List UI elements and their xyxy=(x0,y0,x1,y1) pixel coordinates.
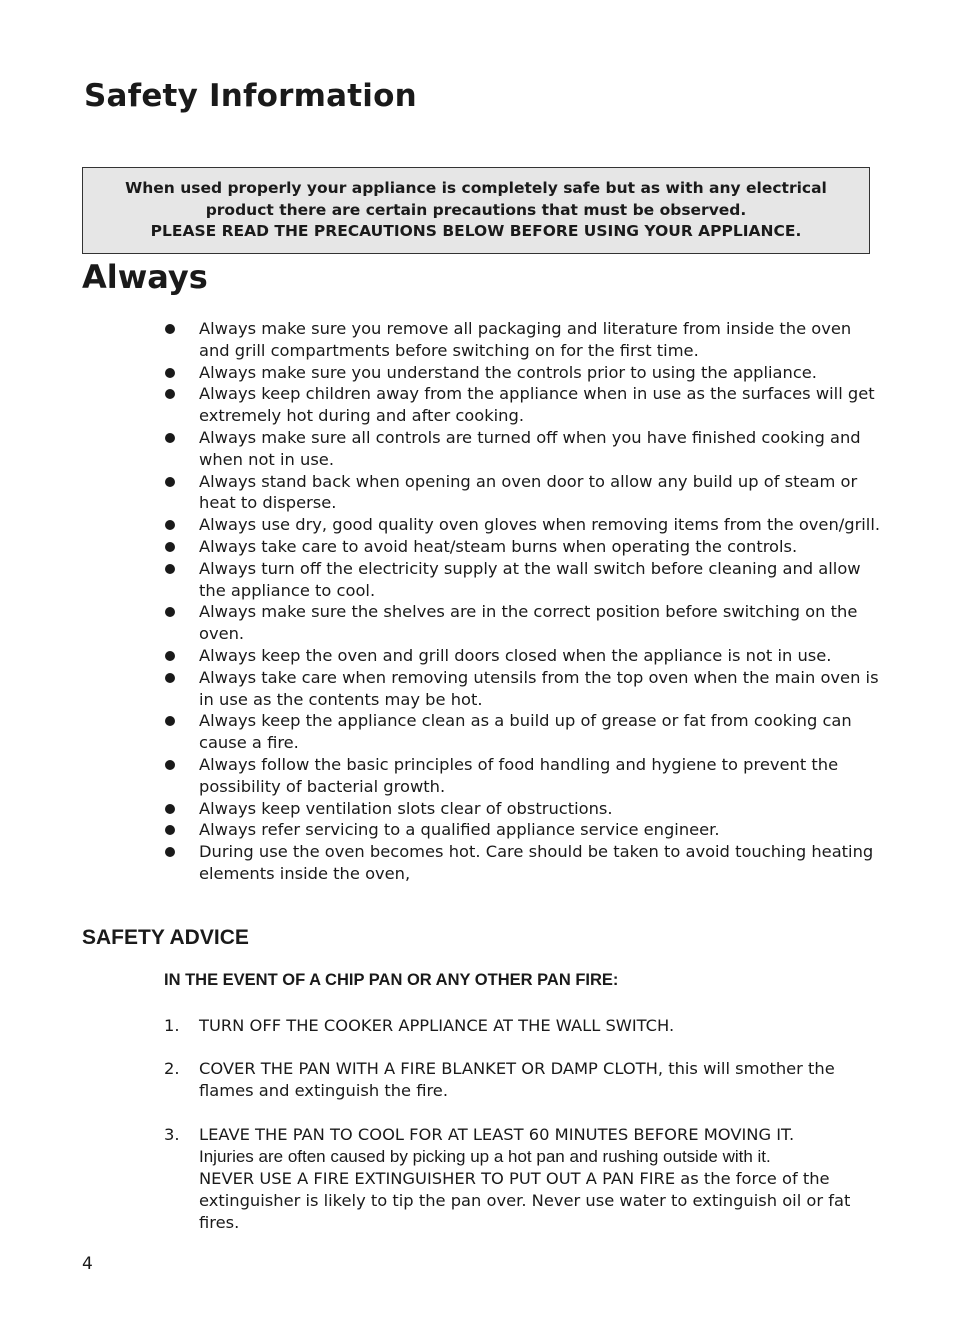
bullet-icon xyxy=(165,825,175,835)
list-item: Always keep the oven and grill doors closed when the appliance is not in use. xyxy=(163,645,883,667)
advice-step xyxy=(164,1124,864,1234)
bullet-icon xyxy=(165,564,175,574)
list-item: Always keep ventilation slots clear of obstructions. xyxy=(163,798,883,820)
step-content xyxy=(199,1124,864,1234)
list-item: Always take care when removing utensils from the top oven when the main oven is in use as the contents may be hot. xyxy=(163,667,883,711)
bullet-icon xyxy=(165,673,175,683)
bullet-icon xyxy=(165,368,175,378)
bullet-icon xyxy=(165,607,175,617)
list-item: Always use dry, good quality oven gloves when removing items from the oven/grill. xyxy=(163,514,883,536)
precautions-notice-box xyxy=(82,167,870,254)
page-title: Safety Information xyxy=(84,78,417,114)
notice-line: When used properly your appliance is completely safe but as with any electrical xyxy=(125,179,827,197)
list-item: Always refer servicing to a qualified appliance service engineer. xyxy=(163,819,883,841)
list-item: Always make sure you understand the controls prior to using the appliance. xyxy=(163,362,883,384)
step-warning: NEVER USE A FIRE EXTINGUISHER TO PUT OUT A PAN FIRE as the force of the extinguisher is likely to tip the pan over. Never use water to extinguish oil or fat fires. xyxy=(199,1169,851,1232)
list-item: During use the oven becomes hot. Care should be taken to avoid touching heating elements inside the oven, xyxy=(163,841,883,885)
bullet-icon xyxy=(165,716,175,726)
bullet-icon xyxy=(165,760,175,770)
step-text: COVER THE PAN WITH A FIRE BLANKET OR DAMP CLOTH, this will smother the flames and extinguish the fire. xyxy=(199,1059,835,1100)
step-number: 3. xyxy=(164,1125,180,1144)
list-item: Always take care to avoid heat/steam burns when operating the controls. xyxy=(163,536,883,558)
step-note: Injuries are often caused by picking up a hot pan and rushing outside with it. xyxy=(199,1147,771,1166)
bullet-icon xyxy=(165,847,175,857)
list-item: Always follow the basic principles of food handling and hygiene to prevent the possibility of bacterial growth. xyxy=(163,754,883,798)
bullet-icon xyxy=(165,477,175,487)
safety-advice-heading: SAFETY ADVICE xyxy=(82,926,249,949)
bullet-icon xyxy=(165,433,175,443)
list-item: Always turn off the electricity supply at the wall switch before cleaning and allow the appliance to cool. xyxy=(163,558,883,602)
list-item: Always make sure the shelves are in the correct position before switching on the oven. xyxy=(163,601,883,645)
always-heading: Always xyxy=(82,258,208,296)
step-number: 2. xyxy=(164,1059,180,1078)
page-number: 4 xyxy=(82,1254,93,1274)
pan-fire-subheading: IN THE EVENT OF A CHIP PAN OR ANY OTHER PAN FIRE: xyxy=(164,971,619,989)
bullet-icon xyxy=(165,804,175,814)
list-item: Always keep the appliance clean as a build up of grease or fat from cooking can cause a fire. xyxy=(163,710,883,754)
bullet-icon xyxy=(165,542,175,552)
advice-step xyxy=(164,1015,864,1037)
bullet-icon xyxy=(165,651,175,661)
step-number: 1. xyxy=(164,1016,180,1035)
always-list xyxy=(163,318,883,885)
step-text: LEAVE THE PAN TO COOL FOR AT LEAST 60 MINUTES BEFORE MOVING IT. xyxy=(199,1125,795,1144)
list-item: Always keep children away from the appliance when in use as the surfaces will get extremely hot during and after cooking. xyxy=(163,383,883,427)
notice-line: PLEASE READ THE PRECAUTIONS BELOW BEFORE USING YOUR APPLIANCE. xyxy=(150,222,802,240)
list-item: Always make sure all controls are turned off when you have finished cooking and when not in use. xyxy=(163,427,883,471)
step-text: TURN OFF THE COOKER APPLIANCE AT THE WALL SWITCH. xyxy=(199,1016,675,1035)
bullet-icon xyxy=(165,324,175,334)
bullet-icon xyxy=(165,389,175,399)
bullet-icon xyxy=(165,520,175,530)
list-item: Always stand back when opening an oven door to allow any build up of steam or heat to disperse. xyxy=(163,471,883,515)
notice-line: product there are certain precautions that must be observed. xyxy=(205,200,747,219)
advice-step xyxy=(164,1058,864,1102)
list-item: Always make sure you remove all packaging and literature from inside the oven and grill compartments before switching on for the first time. xyxy=(163,318,883,362)
